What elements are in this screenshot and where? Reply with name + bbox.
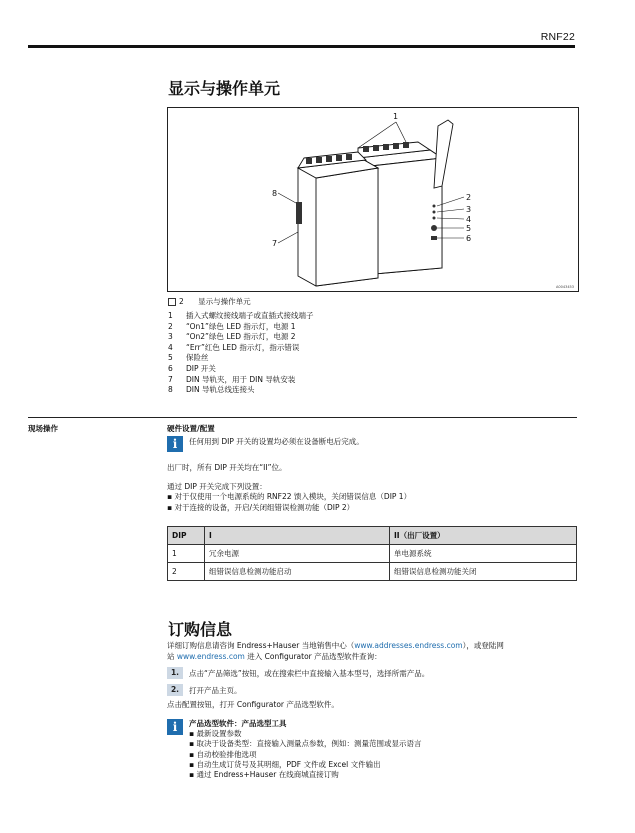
table-header-row — [168, 527, 577, 545]
device-figure — [167, 107, 579, 292]
table-row — [168, 563, 577, 581]
header-rule — [28, 45, 575, 48]
legend-item: 1 插入式螺纹接线端子或直插式接线端子 — [168, 311, 314, 320]
table-row — [168, 545, 577, 563]
document-id: RNF22 — [540, 31, 575, 43]
note-text: 任何用到 DIP 开关的设置均必须在设备断电后完成。 — [189, 437, 364, 446]
legend-item: 3 “On2”绿色 LED 指示灯，电源 2 — [168, 332, 296, 342]
table-cell: 冗余电源 — [205, 545, 390, 563]
figure-code: A0043453 — [556, 285, 574, 289]
legend-item: 6 DIP 开关 — [168, 363, 216, 373]
table-cell: 组错误信息检测功能启动 — [205, 563, 390, 581]
section-divider-left — [28, 417, 168, 418]
callout-8: 8 — [272, 189, 278, 198]
list-item: ▪ 自动生成订货号及其明细，PDF 文件或 Excel 文件输出 — [189, 759, 381, 769]
dip-table — [167, 526, 577, 581]
ordering-intro: 详细订购信息请咨询 Endress+Hauser 当地销售中心（www.addresses.endress.com），或登陆网 站 www.endress.com 进入 Configurator 产品选型软件查询： — [167, 641, 504, 661]
info-icon: i — [167, 719, 183, 735]
bullet-item: ▪ 对于连接的设备，开启/关闭组错误检测功能（DIP 2） — [167, 503, 355, 512]
table-header: DIP — [168, 527, 205, 545]
step-text: 点击“产品筛选”按钮，或在搜索栏中直接输入基本型号，选择所需产品。 — [189, 668, 430, 678]
table-cell: 2 — [168, 563, 205, 581]
step-item — [167, 667, 429, 679]
legend-item: 8 DIN 导轨总线连接头 — [168, 385, 255, 395]
info-icon: i — [167, 436, 183, 452]
caption-text: 显示与操作单元 — [198, 297, 251, 306]
callout-7: 7 — [272, 239, 278, 248]
list-item: ▪ 最新设置参数 — [189, 729, 242, 739]
step-number: 2. — [167, 684, 183, 696]
list-item: ▪ 取决于设备类型：直接输入测量点参数，例如：测量范围或显示语言 — [189, 739, 422, 749]
section-title-display: 显示与操作单元 — [168, 79, 281, 98]
section-divider — [167, 417, 577, 418]
caption-number: 2 — [179, 297, 184, 306]
subheading-hardware-config: 硬件设置/配置 — [167, 424, 215, 433]
tool-title: 产品选型软件：产品选型工具 — [189, 719, 287, 728]
figure-legend — [168, 311, 314, 396]
figure-icon — [168, 298, 176, 306]
step-text: 打开产品主页。 — [189, 685, 242, 695]
callout-1: 1 — [393, 112, 399, 121]
bullet-item: ▪ 对于仅使用一个电源系统的 RNF22 馈入模块，关闭错误信息（DIP 1） — [167, 492, 412, 501]
tool-list — [189, 719, 421, 780]
legend-item: 2 “On1”绿色 LED 指示灯，电源 1 — [168, 321, 296, 331]
callout-4: 4 — [466, 215, 472, 224]
table-cell: 组错误信息检测功能关闭 — [390, 563, 577, 581]
step-item — [167, 684, 242, 696]
endress-link[interactable]: www.endress.com — [176, 651, 245, 661]
table-header: II（出厂设置） — [390, 527, 577, 545]
list-item: ▪ 通过 Endress+Hauser 在线商城直接订购 — [189, 770, 339, 780]
figure-caption — [168, 296, 251, 307]
callout-2: 2 — [466, 193, 472, 202]
table-cell: 1 — [168, 545, 205, 563]
legend-item: 7 DIN 导轨夹，用于 DIN 导轨安装 — [168, 374, 296, 384]
device-illustration — [168, 108, 578, 291]
side-label-field-operation: 现场操作 — [28, 424, 58, 433]
addresses-link[interactable]: www.addresses.endress.com — [354, 641, 463, 650]
paragraph-factory-setting: 出厂时，所有 DIP 开关均在“II”位。 — [167, 463, 287, 472]
step-number: 1. — [167, 667, 183, 679]
tool-note-block — [167, 719, 421, 780]
section-title-ordering: 订购信息 — [168, 620, 233, 639]
note-block — [167, 436, 364, 452]
callout-3: 3 — [466, 205, 472, 214]
callout-6: 6 — [466, 234, 472, 243]
table-cell: 单电源系统 — [390, 545, 577, 563]
legend-item: 5 保险丝 — [168, 353, 209, 363]
list-item: ▪ 自动校验排他选项 — [189, 749, 257, 759]
paragraph-dip-intro: 通过 DIP 开关完成下列设置： — [167, 482, 267, 491]
paragraph-configure: 点击配置按钮，打开 Configurator 产品选型软件。 — [167, 700, 339, 709]
callout-5: 5 — [466, 224, 472, 233]
legend-item: 4 “Err”红色 LED 指示灯，指示错误 — [168, 342, 300, 352]
table-header: I — [205, 527, 390, 545]
